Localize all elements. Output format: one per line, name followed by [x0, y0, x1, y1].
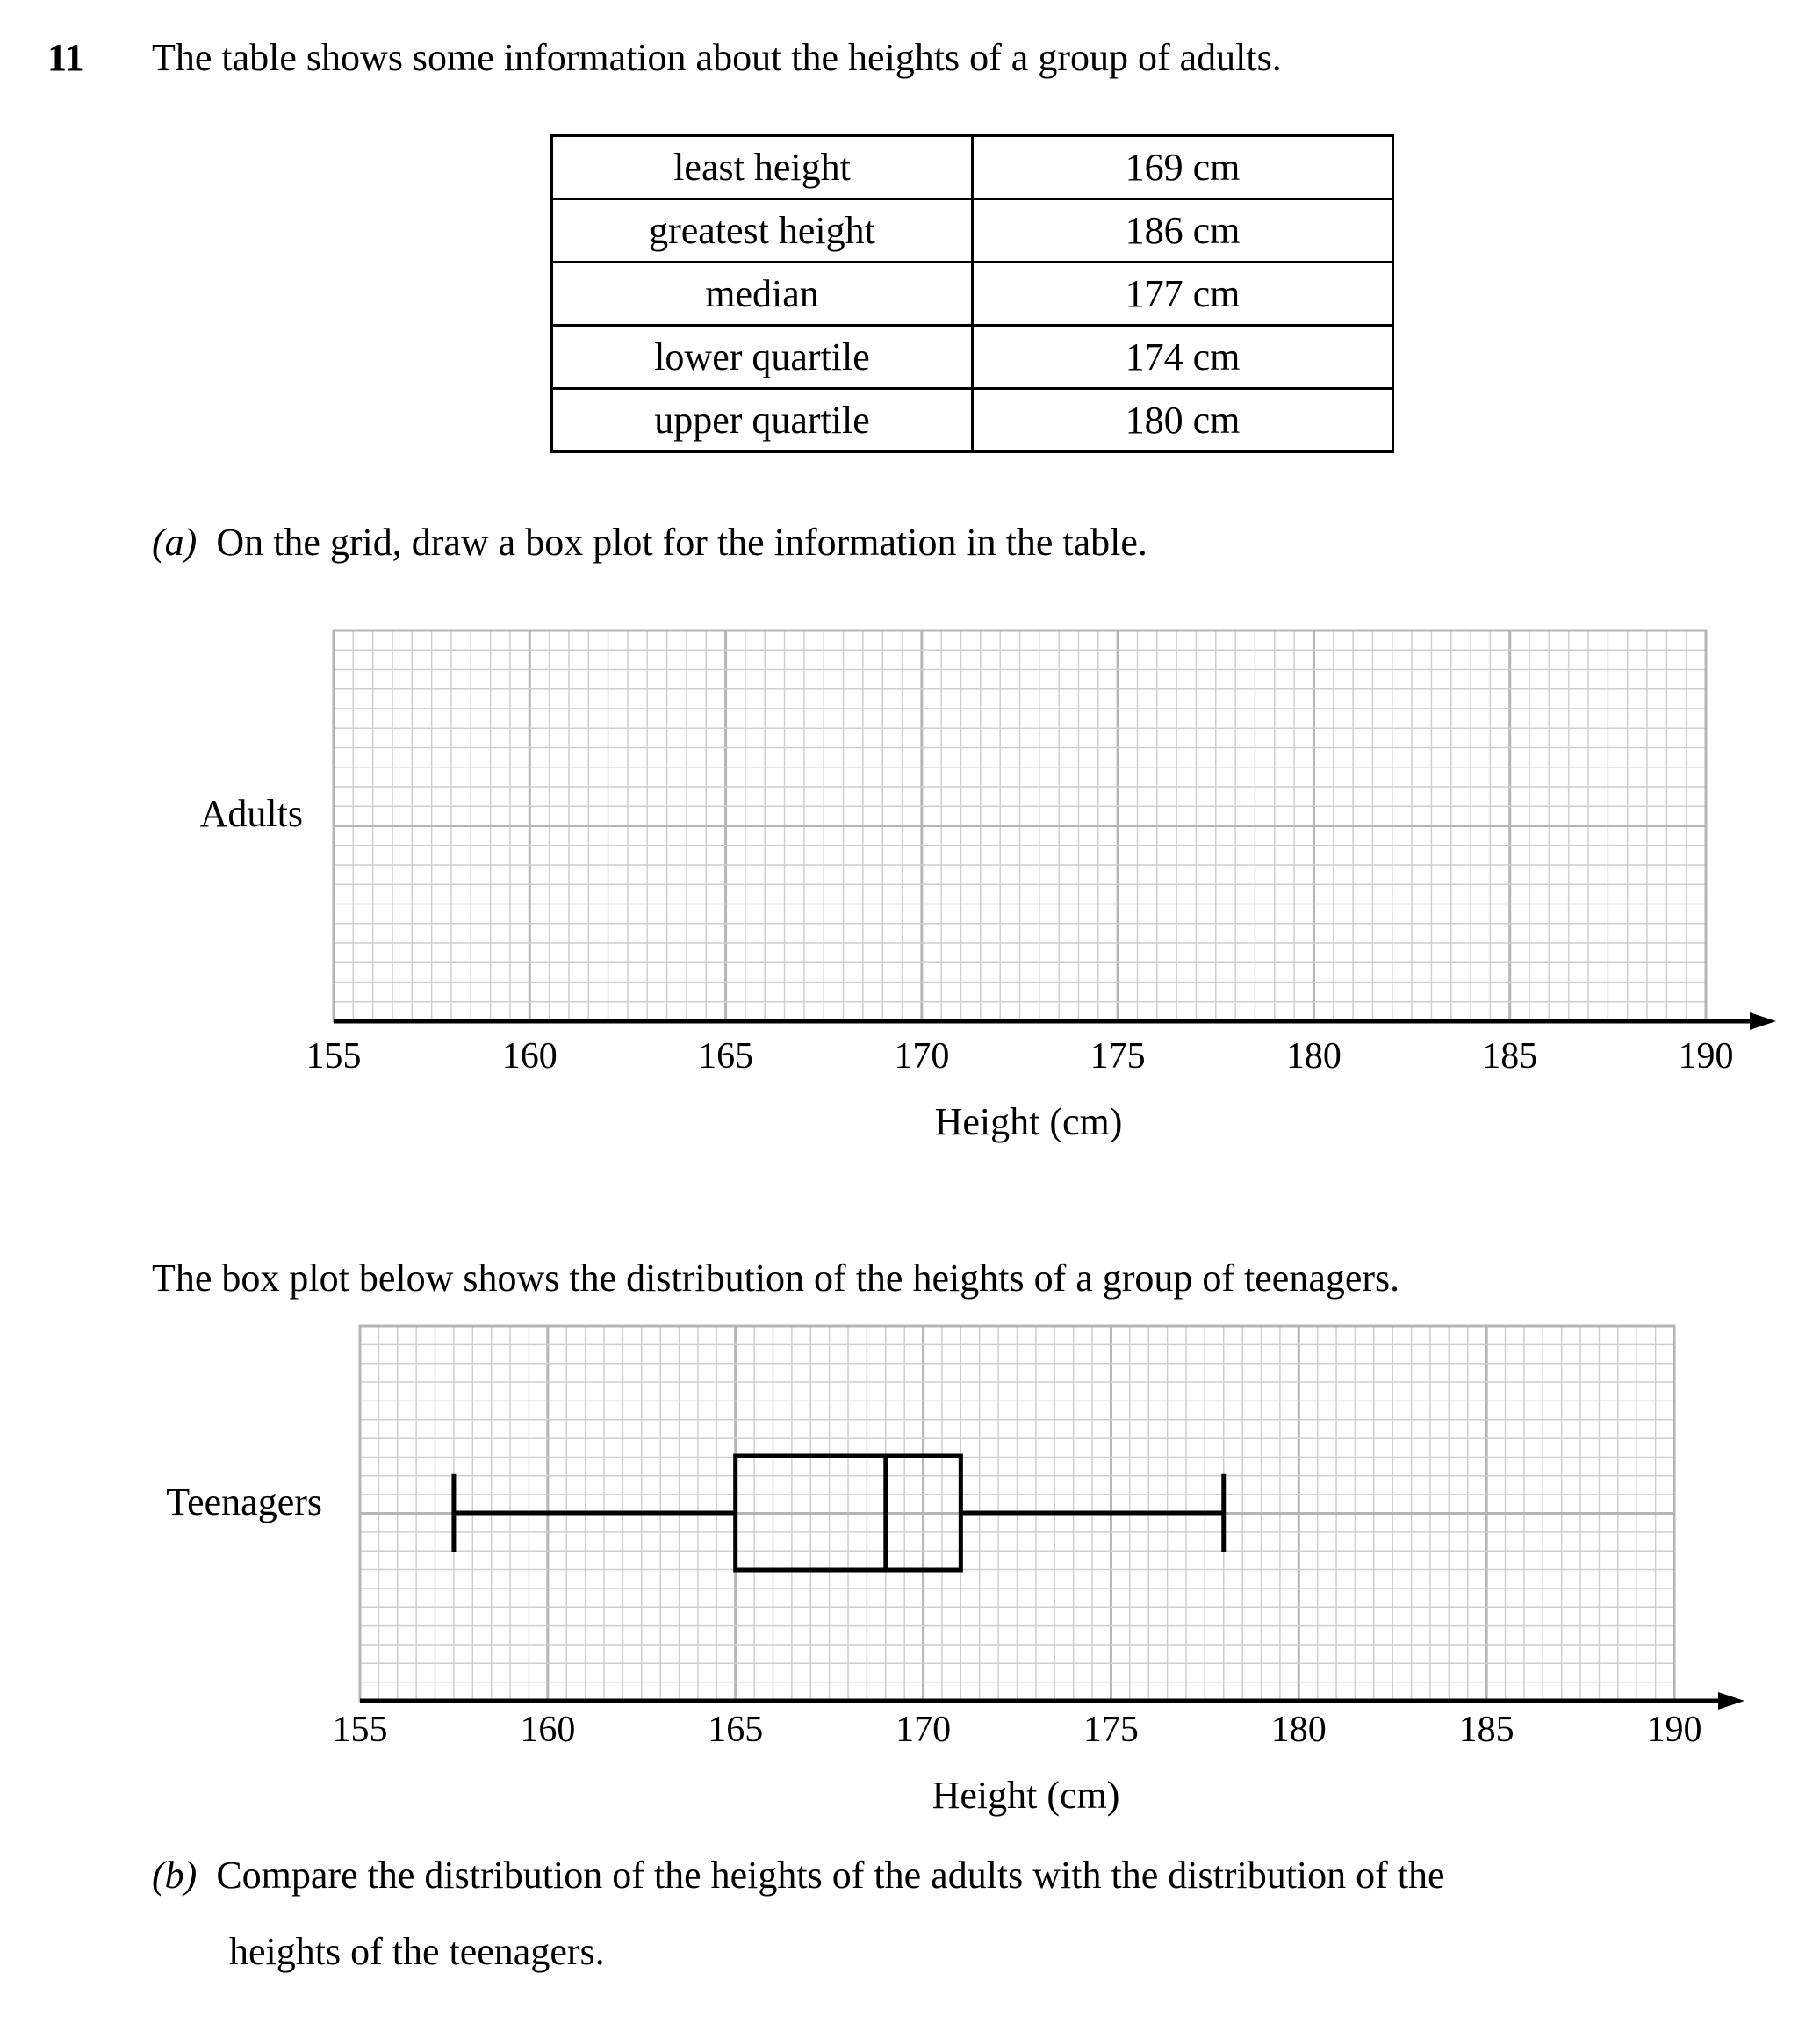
x-axis-title: Height (cm)	[934, 1100, 1123, 1143]
part-a-letter: (a)	[152, 521, 198, 564]
table-cell-label: upper quartile	[552, 389, 973, 452]
part-b-text-line2: heights of the teenagers.	[229, 1930, 605, 1973]
tick-label: 185	[1482, 1036, 1538, 1077]
table-cell-label: least height	[552, 136, 973, 199]
row-label: Teenagers	[166, 1480, 322, 1523]
tick-label: 170	[896, 1710, 952, 1750]
row-label: Adults	[199, 792, 303, 835]
tick-label: 165	[698, 1036, 754, 1077]
tick-label: 180	[1270, 1710, 1327, 1750]
question-number: 11	[47, 36, 84, 79]
tick-label: 165	[708, 1710, 764, 1750]
table-cell-value: 174 cm	[973, 326, 1393, 389]
tick-label: 160	[520, 1710, 576, 1750]
part-b-letter: (b)	[152, 1854, 198, 1897]
table-cell-label: greatest height	[552, 199, 973, 263]
tick-label: 155	[332, 1710, 388, 1750]
table-cell-value: 180 cm	[973, 389, 1393, 452]
part-a-text: On the grid, draw a box plot for the information in the table.	[216, 521, 1147, 564]
x-axis-title: Height (cm)	[932, 1774, 1120, 1817]
tick-label: 190	[1678, 1036, 1734, 1077]
teenagers-intro: The box plot below shows the distribution of the heights of a group of teenagers.	[152, 1257, 1400, 1300]
tick-label: 170	[894, 1036, 950, 1077]
tick-label: 160	[501, 1036, 558, 1077]
question-intro: The table shows some information about the heights of a group of adults.	[152, 36, 1282, 79]
table-cell-label: lower quartile	[552, 326, 973, 389]
tick-label: 185	[1458, 1710, 1514, 1750]
tick-label: 175	[1083, 1710, 1139, 1750]
part-b-text-line1: Compare the distribution of the heights of the adults with the distribution of the	[216, 1854, 1445, 1897]
tick-label: 190	[1646, 1710, 1702, 1750]
tick-label: 175	[1090, 1036, 1146, 1077]
x-axis-arrow-icon	[1718, 1692, 1744, 1710]
table-cell-value: 186 cm	[973, 199, 1393, 263]
part-b-prompt	[152, 1853, 1445, 1898]
table-cell-value: 177 cm	[973, 263, 1393, 326]
tick-label: 180	[1285, 1036, 1342, 1077]
table-cell-label: median	[552, 263, 973, 326]
tick-label: 155	[306, 1036, 362, 1077]
table-cell-value: 169 cm	[973, 136, 1393, 199]
